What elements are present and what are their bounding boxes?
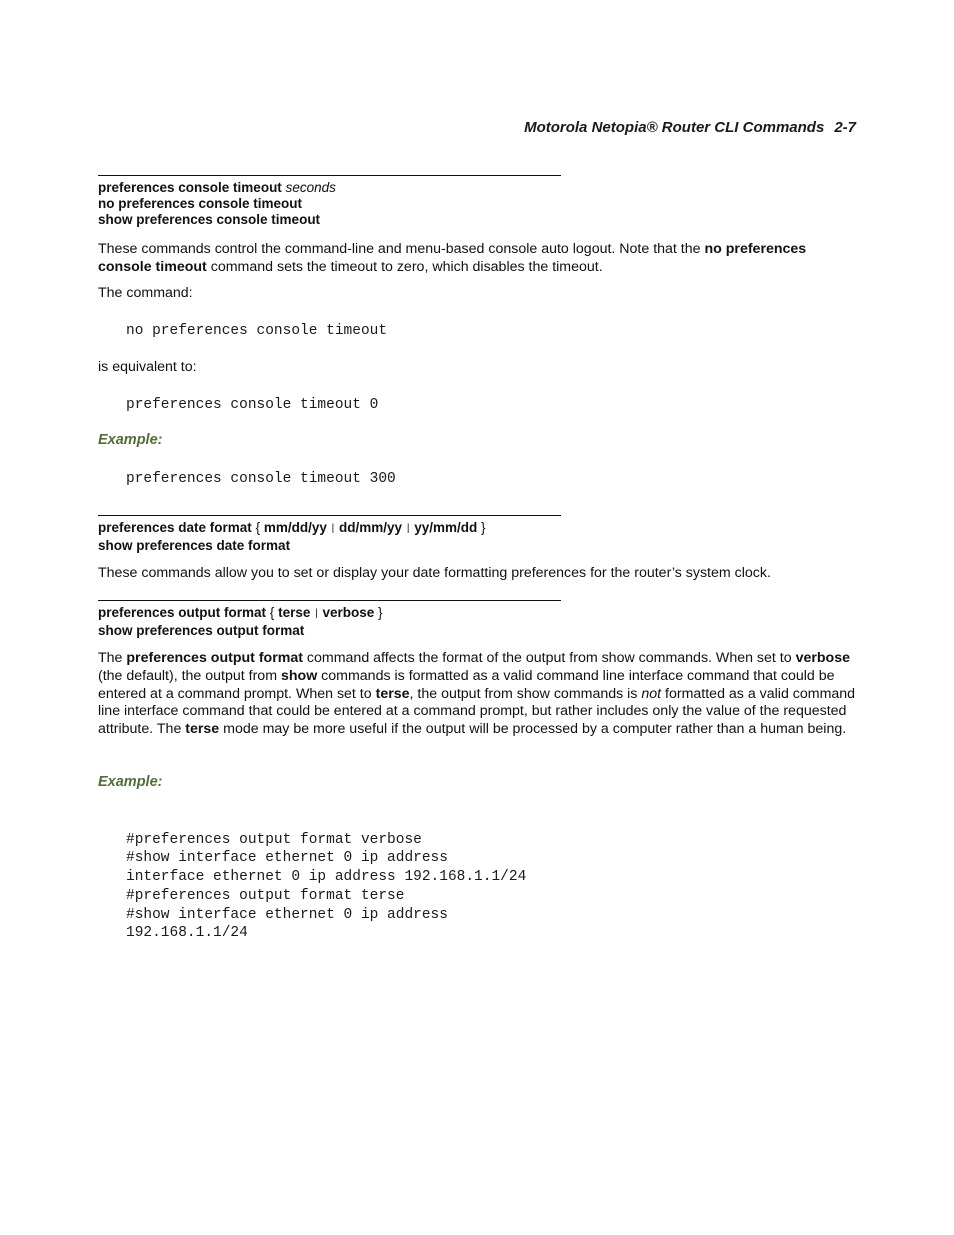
- syntax-option: mm/dd/yy: [263, 520, 327, 535]
- syntax-line: no preferences console timeout: [98, 196, 303, 211]
- code-line: #preferences output format verbose: [126, 831, 422, 848]
- the-command-text: The command:: [98, 285, 193, 301]
- text-run: These commands control the command-line and menu-based console auto logout. Note that the: [98, 241, 705, 257]
- syntax-separator: |: [315, 608, 318, 619]
- equivalent-text: is equivalent to:: [98, 359, 197, 375]
- syntax-command: preferences console timeout: [98, 180, 282, 195]
- date-format-description: These commands allow you to set or display your date formatting preferences for the router’s system clock.: [98, 565, 771, 581]
- page-number: 2-7: [834, 119, 856, 136]
- code-line: 192.168.1.1/24: [126, 925, 248, 942]
- output-format-description: [98, 650, 856, 739]
- syntax-line: show preferences console timeout: [98, 212, 321, 227]
- code-block: no preferences console timeout: [126, 323, 388, 339]
- syntax-line: [98, 605, 858, 623]
- code-line: #show interface ethernet 0 ip address: [126, 850, 448, 867]
- syntax-brace: }: [378, 605, 383, 620]
- syntax-brace: }: [481, 520, 486, 535]
- text-run: , the output from show commands is: [409, 685, 642, 702]
- code-line: interface ethernet 0 ip address 192.168.1.1/24: [126, 869, 527, 886]
- section-date-format: [98, 515, 858, 554]
- text-run: formatted as a valid command line interface command that could be entered at a command prompt, but rather includes only the value of the requested attribute. The: [98, 685, 856, 738]
- console-timeout-description: [98, 241, 858, 277]
- syntax-brace: {: [269, 605, 275, 620]
- command-syntax: [98, 520, 858, 554]
- syntax-option: verbose: [322, 605, 375, 620]
- code-line: #preferences output format terse: [126, 887, 405, 904]
- syntax-separator: |: [331, 523, 335, 534]
- bold-run: verbose: [795, 650, 850, 666]
- syntax-command: preferences date format: [98, 520, 252, 535]
- bold-run: show: [280, 667, 318, 684]
- page-header: [524, 119, 856, 136]
- section-rule: [98, 175, 561, 176]
- syntax-line: [98, 180, 858, 196]
- bold-run: terse: [375, 685, 410, 702]
- code-line: #show interface ethernet 0 ip address: [126, 906, 448, 923]
- text-run: command affects the format of the output from show commands. When set to: [302, 650, 796, 666]
- example-code-block: [98, 812, 526, 962]
- syntax-option: yy/mm/dd: [414, 520, 478, 535]
- code-block: preferences console timeout 300: [126, 471, 396, 487]
- syntax-command: preferences output format: [98, 605, 267, 620]
- syntax-option: dd/mm/yy: [339, 520, 403, 535]
- section-rule: [98, 600, 561, 601]
- syntax-brace: {: [255, 520, 261, 535]
- bold-run: preferences output format: [126, 650, 303, 666]
- section-console-timeout: [98, 175, 858, 228]
- bold-run: no preferences console timeout: [98, 241, 807, 275]
- example-label: Example:: [98, 774, 163, 790]
- text-run: (the default), the output from: [98, 667, 281, 684]
- text-run: commands is formatted as a valid command line interface command that could be entered at a command prompt. When set to: [98, 667, 835, 702]
- syntax-argument: seconds: [285, 180, 336, 195]
- syntax-line: [98, 520, 858, 538]
- section-rule: [98, 515, 561, 516]
- syntax-option: terse: [278, 605, 311, 620]
- syntax-line: show preferences output format: [98, 623, 305, 638]
- text-run: The: [98, 650, 127, 666]
- command-syntax: [98, 180, 858, 228]
- text-run: mode may be more useful if the output will be processed by a computer rather than a human being.: [219, 721, 847, 738]
- section-output-format: [98, 600, 858, 639]
- command-syntax: [98, 605, 858, 639]
- header-title: Motorola Netopia® Router CLI Commands: [524, 119, 825, 136]
- example-label: Example:: [98, 432, 163, 448]
- code-block: preferences console timeout 0: [126, 397, 379, 413]
- bold-run: terse: [185, 721, 220, 738]
- text-run: command sets the timeout to zero, which disables the timeout.: [206, 258, 603, 275]
- syntax-separator: |: [406, 523, 410, 534]
- italic-run: not: [641, 685, 662, 702]
- syntax-line: show preferences date format: [98, 538, 291, 553]
